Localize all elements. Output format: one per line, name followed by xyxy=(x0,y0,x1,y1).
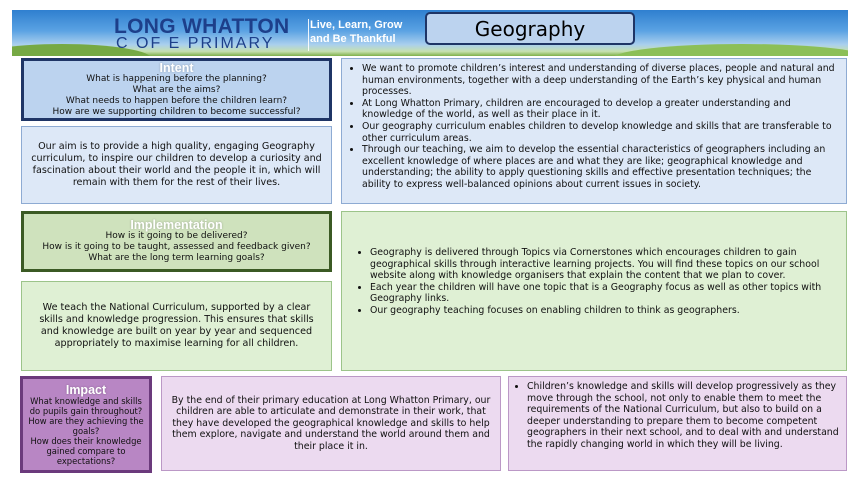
impact-point: • Children’s knowledge and skills will develop progressively as they move through the school, not only to enable them to meet the requirements of the National Curriculum, but also to build on a deeper understanding to prepare them to become competent geographers in their next school, and to deal with and understand the rapidly changing world in which they will be living. xyxy=(527,381,840,451)
implementation-points-box xyxy=(341,211,847,371)
intent-aim-text: Our aim is to provide a high quality, engaging Geography curriculum, to inspire our children to develop a curiosity and fascination about their world and the people it in, which will remain with them for the rest of their lives. xyxy=(31,141,322,188)
school-motto xyxy=(310,18,402,46)
implementation-questions-box xyxy=(21,211,332,272)
intent-point: • We want to promote children’s interest and understanding of diverse places, people and natural and human environments, together with a deep understanding of the Earth’s key physical and human processes. xyxy=(362,63,840,98)
intent-question: What is happening before the planning? xyxy=(86,73,267,84)
intent-question: What needs to happen before the children learn? xyxy=(65,95,288,106)
impact-statement-text: By the end of their primary education at Long Whatton Primary, our children are able to articulate and demonstrate in their work, that they have developed the geographical knowledge and skills to help them explore, navigate and understand the world around them and their place it in. xyxy=(171,394,491,452)
implementation-point: • Each year the children will have one topic that is a Geography focus as well as other topics with Geography links. xyxy=(370,282,838,305)
impact-questions-box xyxy=(20,376,152,473)
intent-point: • At Long Whatton Primary, children are encouraged to develop a greater understanding and knowledge of the world, as well as their place in it. xyxy=(362,98,840,121)
impact-question: How does their knowledge gained compare to expectations? xyxy=(30,435,142,466)
impact-points-box xyxy=(508,376,847,471)
logo-divider xyxy=(308,19,309,51)
motto-line: Live, Learn, Grow xyxy=(310,19,403,31)
intent-points-list xyxy=(348,63,840,191)
implementation-question: How is it going to be delivered? xyxy=(105,231,248,241)
intent-point: • Our geography curriculum enables children to develop knowledge and skills that are transferable to other curriculum areas. xyxy=(362,121,840,144)
impact-heading: Impact xyxy=(65,382,107,397)
implementation-point: • Geography is delivered through Topics via Cornerstones which encourages children to gain geographical skills through interactive learning projects. You will find these topics on our school website along with knowledge organisers that explain the content that we plan to cover. xyxy=(370,247,838,282)
impact-points-list xyxy=(515,381,840,451)
hill-decoration xyxy=(612,44,848,56)
impact-question: How are they achieving the goals? xyxy=(28,415,144,436)
implementation-teaching-box xyxy=(21,281,332,371)
intent-heading: Intent xyxy=(159,60,194,75)
intent-question: How are we supporting children to become successful? xyxy=(52,106,301,117)
subject-title: Geography xyxy=(425,12,635,45)
intent-questions-box xyxy=(21,58,332,121)
intent-aim-box xyxy=(21,126,332,204)
implementation-points-list xyxy=(356,247,838,317)
implementation-question: What are the long term learning goals? xyxy=(88,253,265,263)
motto-line: and Be Thankful xyxy=(310,33,396,45)
impact-question: What knowledge and skills do pupils gain throughout? xyxy=(29,395,143,416)
implementation-teaching-text: We teach the National Curriculum, supported by a clear skills and knowledge progression. This ensures that skills and knowledge are built on year by year and sequenced appropriately to maximise learning for all children. xyxy=(39,302,314,349)
school-subtitle: C OF E PRIMARY xyxy=(116,35,275,52)
intent-question: What are the aims? xyxy=(132,84,221,95)
intent-points-box xyxy=(341,58,847,204)
implementation-heading: Implementation xyxy=(130,218,223,232)
impact-statement-box xyxy=(161,376,501,471)
implementation-question: How is it going to be taught, assessed and feedback given? xyxy=(42,242,311,252)
school-name: LONG WHATTON xyxy=(114,15,290,38)
intent-point: • Through our teaching, we aim to develop the essential characteristics of geographers including an excellent knowledge of where places are and what they are like; geographical knowledge and understanding; the ability to apply questioning skills and effective presentation techniques; the ability to express well-balanced opinions about current issues in society. xyxy=(362,144,840,190)
implementation-point: • Our geography teaching focuses on enabling children to think as geographers. xyxy=(370,305,838,317)
